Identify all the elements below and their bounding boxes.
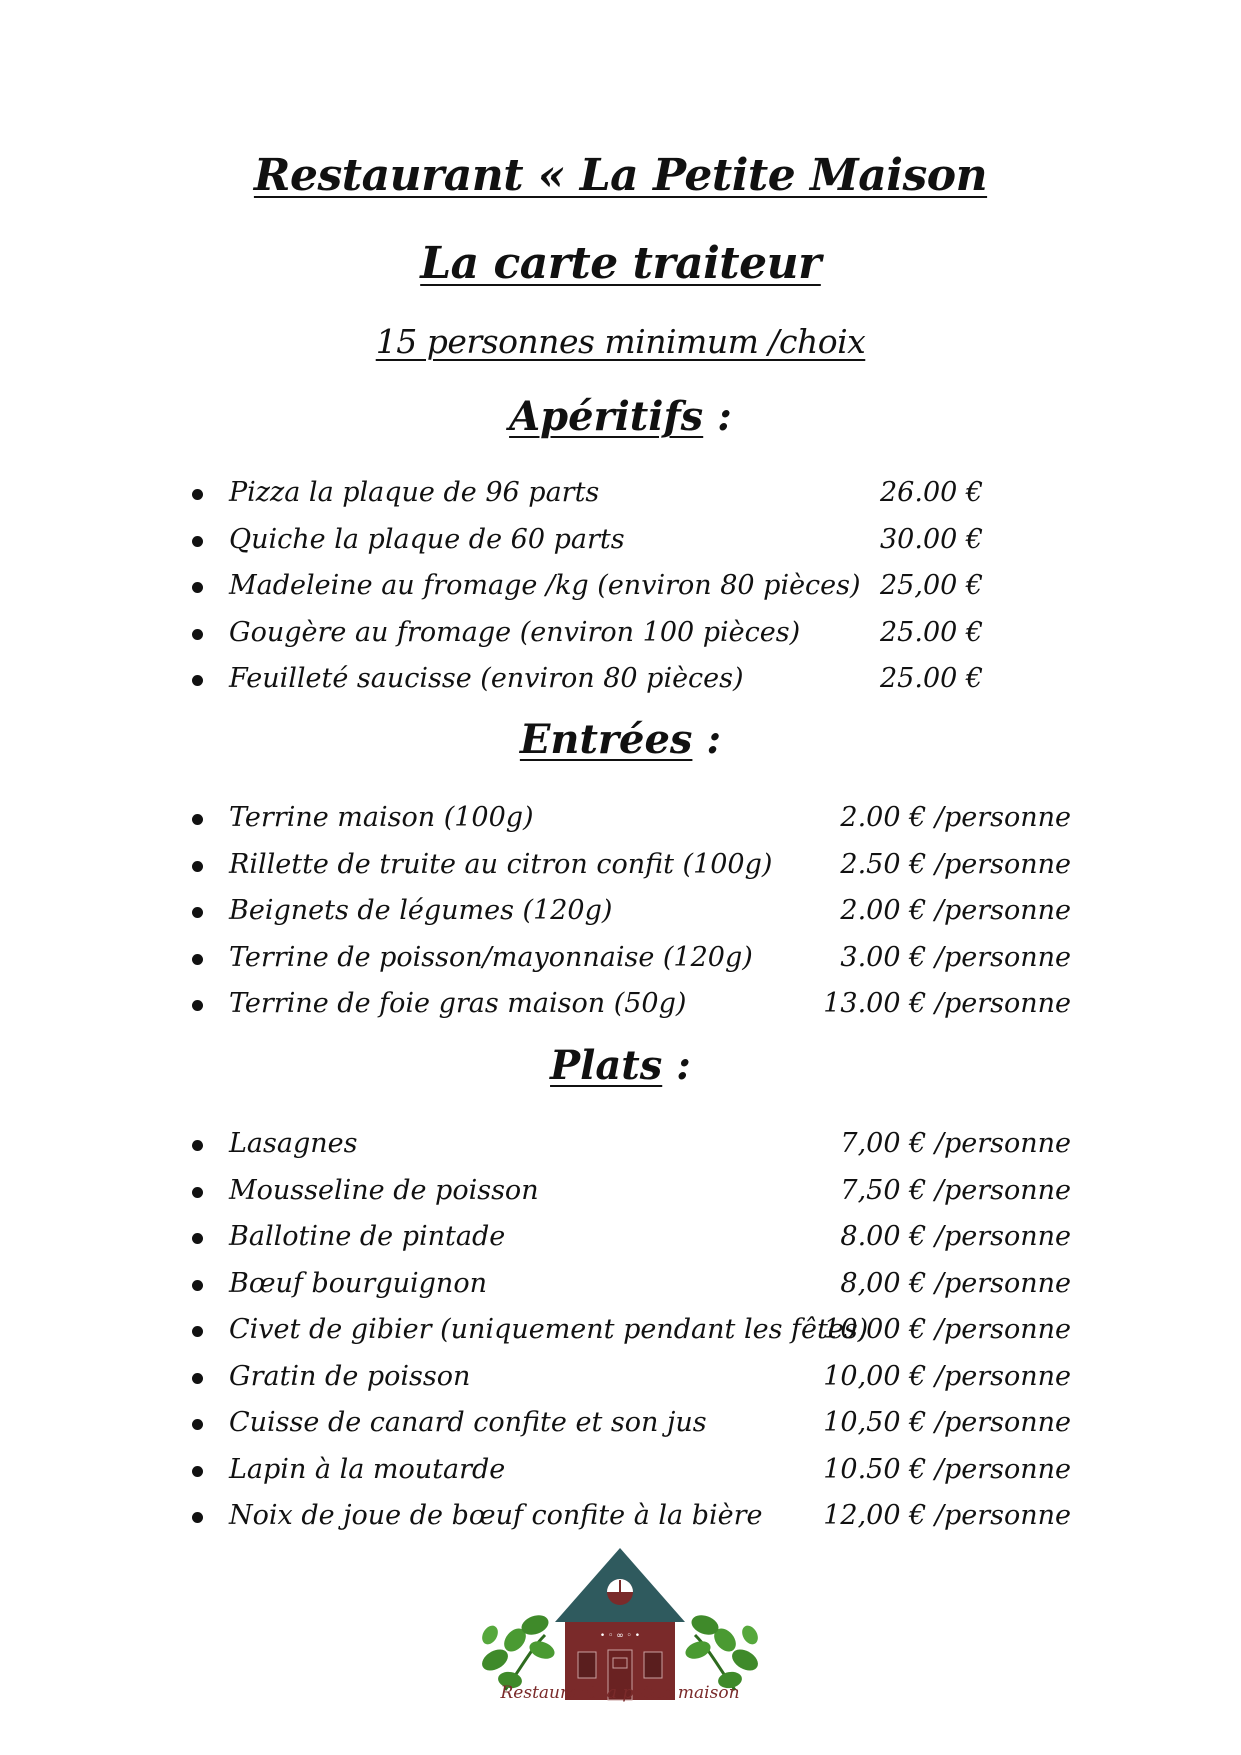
parsley-right-icon [683, 1612, 762, 1690]
item-name: Civet de gibier (uniquement pendant les fêtes) [229, 1314, 869, 1345]
entrees-list [0, 795, 1241, 1028]
item-price: 13.00 € /personne [823, 988, 1071, 1019]
item-name: Lapin à la moutarde [229, 1453, 506, 1485]
bullet-icon [192, 1233, 203, 1244]
section-title-text: Plats [550, 1042, 663, 1089]
section-title-colon: : [662, 1042, 691, 1089]
bullet-icon [192, 861, 203, 872]
item-name: Quiche la plaque de 60 parts [229, 523, 625, 555]
bullet-icon [192, 536, 203, 547]
item-price: 10,00 € /personne [823, 1314, 1071, 1345]
item-name: Rillette de truite au citron confit (100g) [229, 848, 773, 880]
item-name: Lasagnes [229, 1128, 358, 1159]
item-price: 8.00 € /personne [840, 1221, 1071, 1252]
bullet-icon [192, 954, 203, 965]
item-price: 10,00 € /personne [823, 1360, 1071, 1392]
list-item [0, 842, 1241, 889]
list-item [0, 563, 1241, 610]
item-price: 10.50 € /personne [823, 1453, 1071, 1485]
aperitifs-list [0, 470, 1241, 703]
house-icon [555, 1548, 685, 1700]
section-title-text: Apéritifs [509, 393, 704, 440]
item-price: 10,50 € /personne [823, 1407, 1071, 1438]
item-name: Mousseline de poisson [229, 1174, 539, 1206]
bullet-icon [192, 1419, 203, 1430]
list-item [0, 1307, 1241, 1354]
item-name: Gougère au fromage (environ 100 pièces) [229, 616, 801, 648]
item-name: Cuisse de canard confite et son jus [229, 1407, 707, 1438]
bullet-icon [192, 1512, 203, 1523]
logo-caption: Restaurant la petite maison [500, 1683, 740, 1703]
list-item [0, 888, 1241, 935]
item-price: 25,00 € [880, 570, 984, 601]
list-item [0, 1214, 1241, 1261]
svg-text:• ◦ ∞ ◦ •: • ◦ ∞ ◦ • [599, 1631, 641, 1641]
list-item [0, 1168, 1241, 1215]
section-title-plats [0, 1042, 1241, 1089]
bullet-icon [192, 489, 203, 500]
item-name: Terrine maison (100g) [229, 802, 534, 833]
item-price: 25.00 € [880, 663, 984, 694]
bullet-icon [192, 1326, 203, 1337]
list-item [0, 610, 1241, 657]
parsley-left-icon [478, 1612, 557, 1690]
section-title-text: Entrées [519, 716, 693, 763]
list-item [0, 470, 1241, 517]
menu-subtitle: La carte traiteur [420, 238, 821, 289]
list-item [0, 981, 1241, 1028]
plats-list [0, 1121, 1241, 1540]
list-item [0, 1400, 1241, 1447]
section-title-colon: : [692, 716, 722, 763]
bullet-icon [192, 1000, 203, 1011]
list-item [0, 1121, 1241, 1168]
item-name: Gratin de poisson [229, 1360, 471, 1392]
list-item [0, 517, 1241, 564]
item-price: 2.00 € /personne [840, 802, 1071, 833]
list-item [0, 795, 1241, 842]
bullet-icon [192, 1140, 203, 1151]
list-item [0, 1447, 1241, 1494]
section-title-aperitifs [0, 393, 1241, 440]
item-name: Beignets de légumes (120g) [229, 895, 613, 926]
item-price: 3.00 € /personne [840, 941, 1071, 973]
bullet-icon [192, 629, 203, 640]
item-price: 26.00 € [880, 477, 984, 508]
item-price: 8,00 € /personne [840, 1267, 1071, 1299]
section-title-colon: : [703, 393, 732, 440]
minimum-note: 15 personnes minimum /choix [375, 322, 866, 361]
section-title-entrees [0, 716, 1241, 763]
item-name: Terrine de poisson/mayonnaise (120g) [229, 941, 753, 973]
item-price: 12,00 € /personne [823, 1500, 1071, 1531]
restaurant-title: Restaurant « La Petite Maison [253, 150, 988, 201]
item-price: 30.00 € [880, 523, 984, 555]
item-price: 7,50 € /personne [840, 1174, 1071, 1206]
list-item [0, 656, 1241, 703]
item-name: Bœuf bourguignon [229, 1267, 487, 1299]
list-item [0, 1261, 1241, 1308]
item-name: Pizza la plaque de 96 parts [229, 477, 600, 508]
item-price: 7,00 € /personne [840, 1128, 1071, 1159]
item-name: Madeleine au fromage /kg (environ 80 pièces) [229, 570, 861, 601]
bullet-icon [192, 1187, 203, 1198]
item-price: 25.00 € [880, 616, 984, 648]
item-name: Terrine de foie gras maison (50g) [229, 988, 687, 1019]
item-name: Ballotine de pintade [229, 1221, 506, 1252]
bullet-icon [192, 1280, 203, 1291]
item-name: Feuilleté saucisse (environ 80 pièces) [229, 663, 744, 694]
bullet-icon [192, 675, 203, 686]
bullet-icon [192, 907, 203, 918]
bullet-icon [192, 582, 203, 593]
item-price: 2.50 € /personne [840, 848, 1071, 880]
item-name: Noix de joue de bœuf confite à la bière [229, 1500, 763, 1531]
list-item [0, 935, 1241, 982]
list-item [0, 1493, 1241, 1540]
bullet-icon [192, 1466, 203, 1477]
item-price: 2.00 € /personne [840, 895, 1071, 926]
list-item [0, 1354, 1241, 1401]
bullet-icon [192, 1373, 203, 1384]
bullet-icon [192, 814, 203, 825]
